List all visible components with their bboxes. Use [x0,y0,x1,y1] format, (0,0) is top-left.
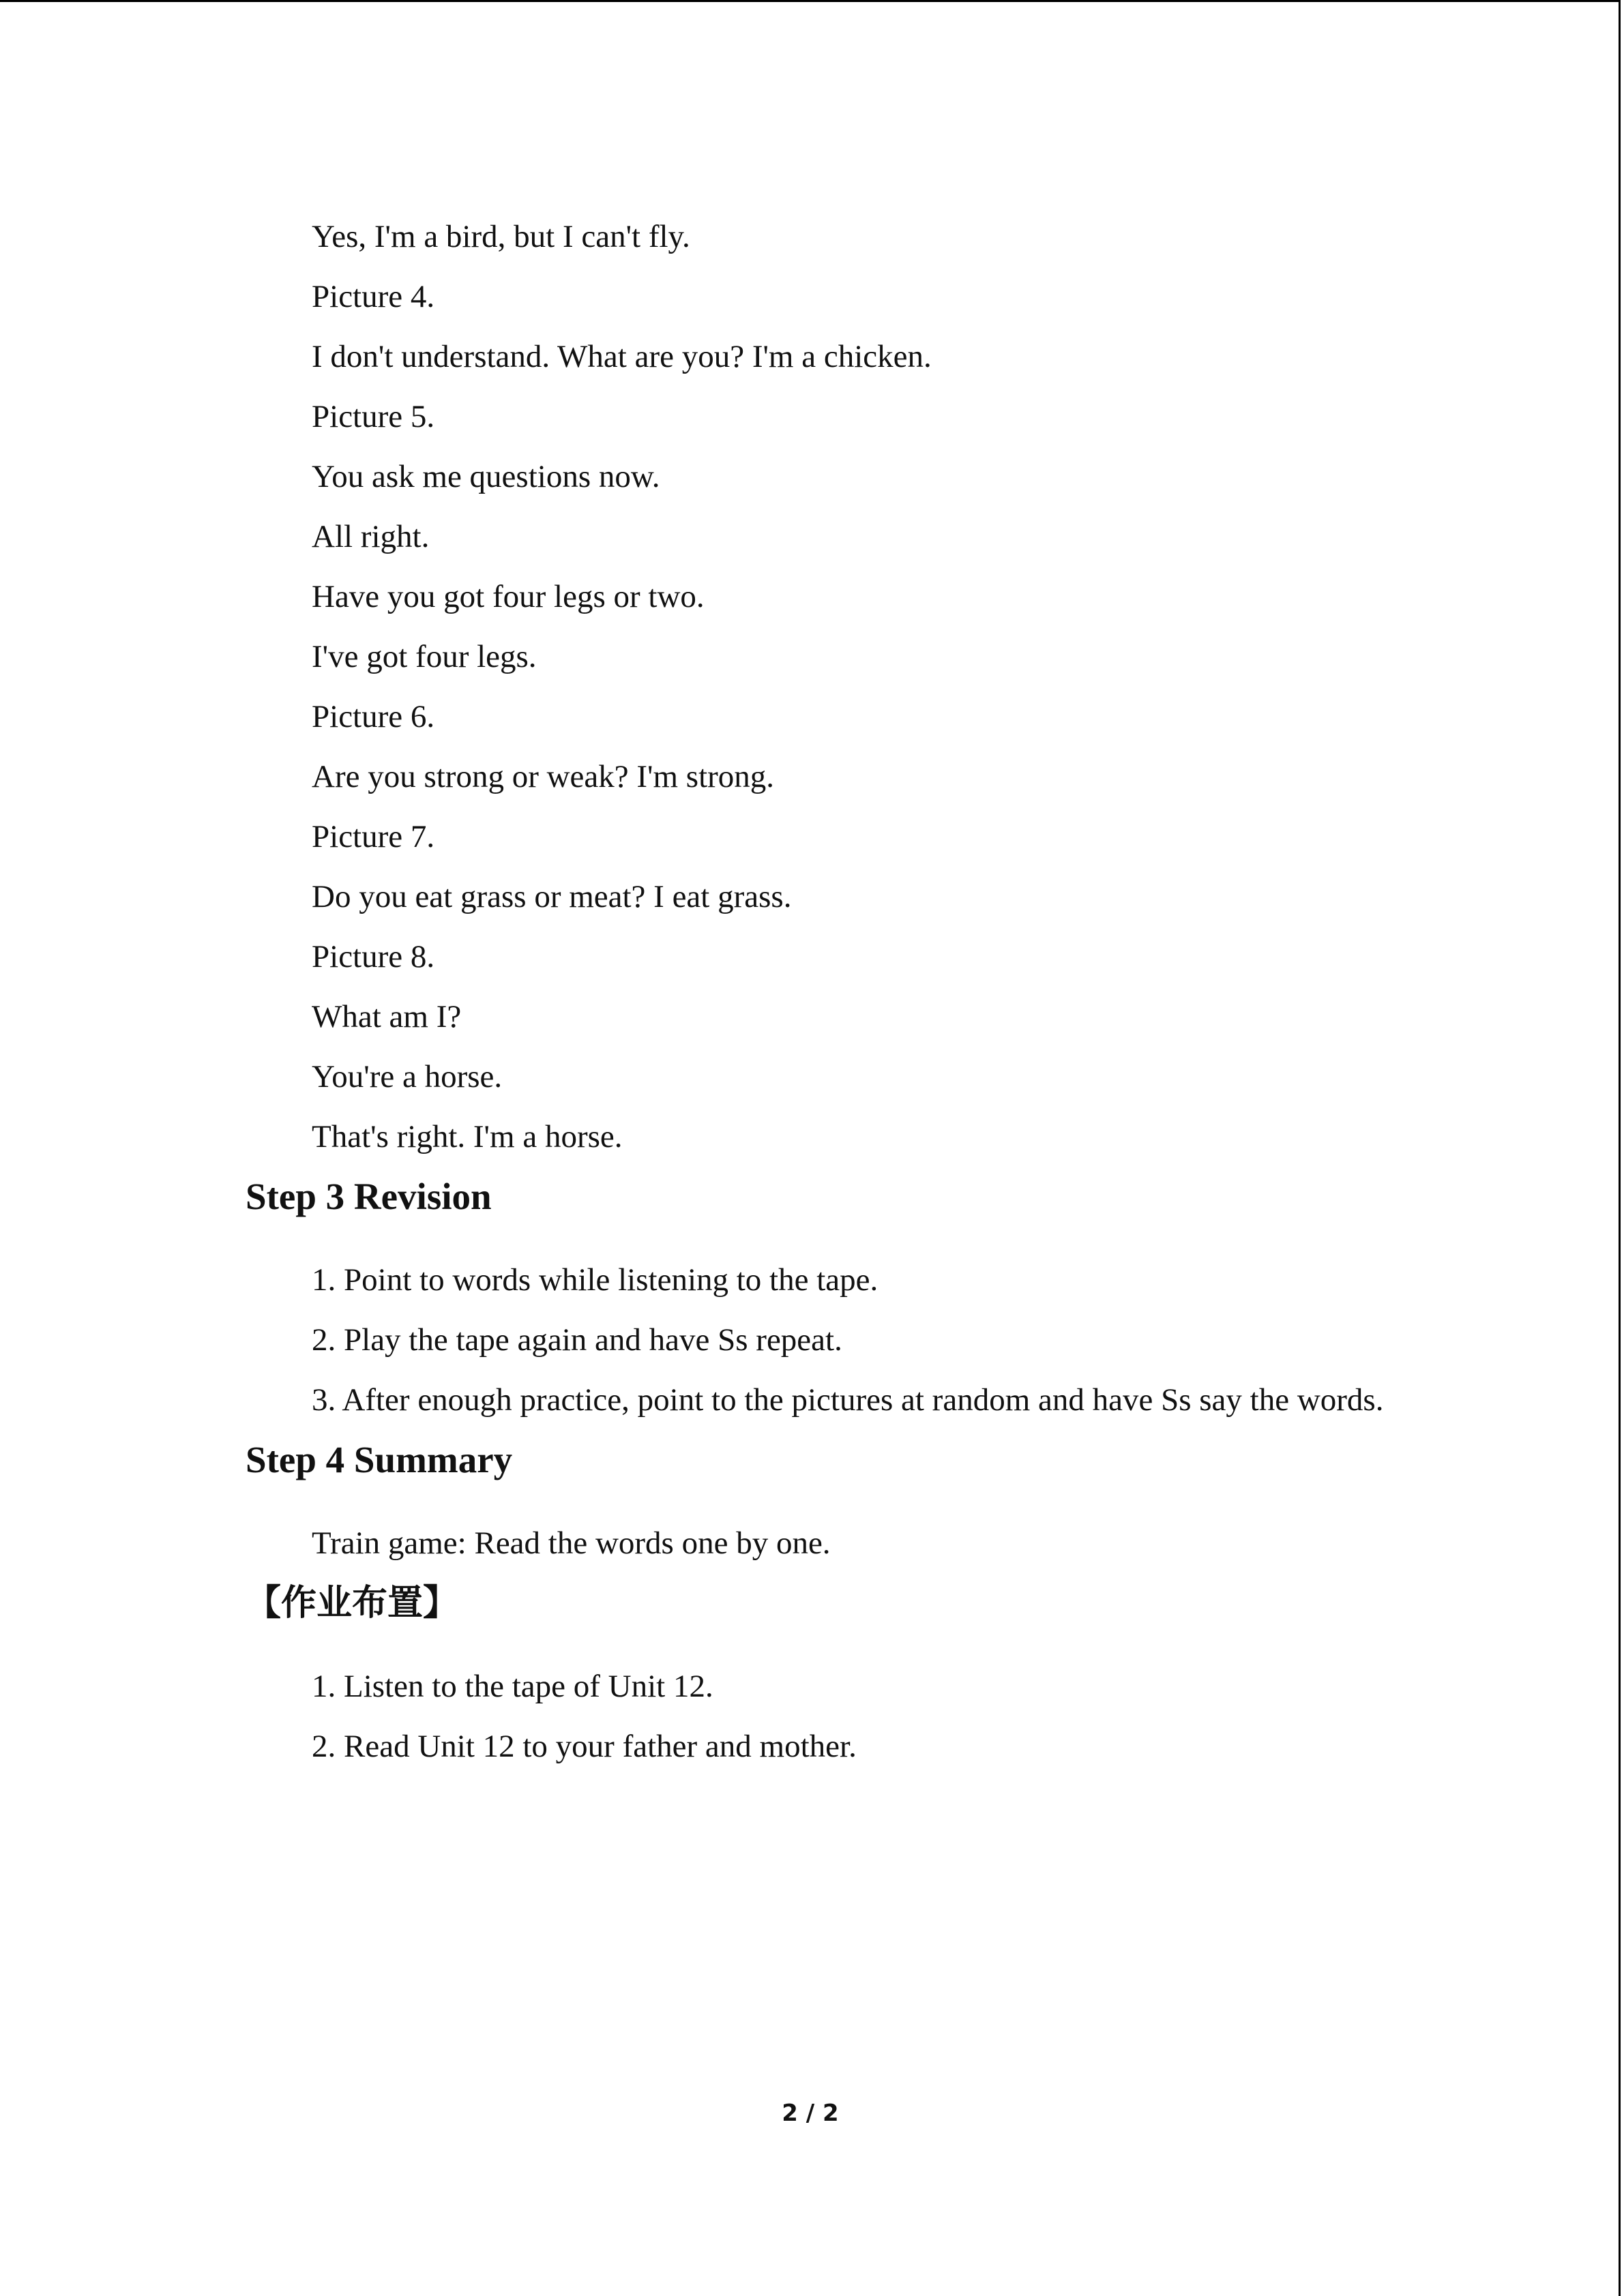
dialogue-line: What am I? [312,999,462,1034]
step4-section [246,1430,1541,1573]
list-item: 3. After enough practice, point to the pictures at random and have Ss say the words. [312,1382,1384,1418]
dialogue-line: Picture 6. [312,699,435,734]
list-item: Train game: Read the words one by one. [312,1525,831,1561]
section-heading: 【作业布置】 [246,1583,459,1624]
page-content [246,207,1541,1776]
dialogue-line: You ask me questions now. [312,459,660,494]
list-item: 1. Point to words while listening to the tape. [312,1262,879,1298]
list-item: 1. Listen to the tape of Unit 12. [312,1669,713,1704]
dialogue-line: Yes, I'm a bird, but I can't fly. [312,219,690,254]
dialogue-line: Picture 4. [312,279,435,314]
dialogue-line: Picture 8. [312,939,435,974]
dialogue-line: You're a horse. [312,1059,503,1094]
list-item: 2. Read Unit 12 to your father and mother. [312,1729,857,1764]
dialogue-line: That's right. I'm a horse. [312,1119,623,1154]
page-number: 2 / 2 [782,2100,839,2127]
homework-section [246,1573,1541,1776]
section-heading: Step 3 Revision [246,1176,492,1217]
step3-section [246,1167,1541,1430]
dialogue-line: Do you eat grass or meat? I eat grass. [312,879,792,914]
dialogue-line: Are you strong or weak? I'm strong. [312,759,775,794]
dialogue-line: Have you got four legs or two. [312,579,705,614]
section-heading: Step 4 Summary [246,1439,513,1480]
dialogue-line: I don't understand. What are you? I'm a chicken. [312,339,932,374]
dialogue-section [246,207,1541,1167]
dialogue-line: I've got four legs. [312,639,537,674]
dialogue-line: All right. [312,519,430,554]
list-item: 2. Play the tape again and have Ss repeat. [312,1322,842,1358]
dialogue-line: Picture 5. [312,399,435,434]
dialogue-line: Picture 7. [312,819,435,854]
